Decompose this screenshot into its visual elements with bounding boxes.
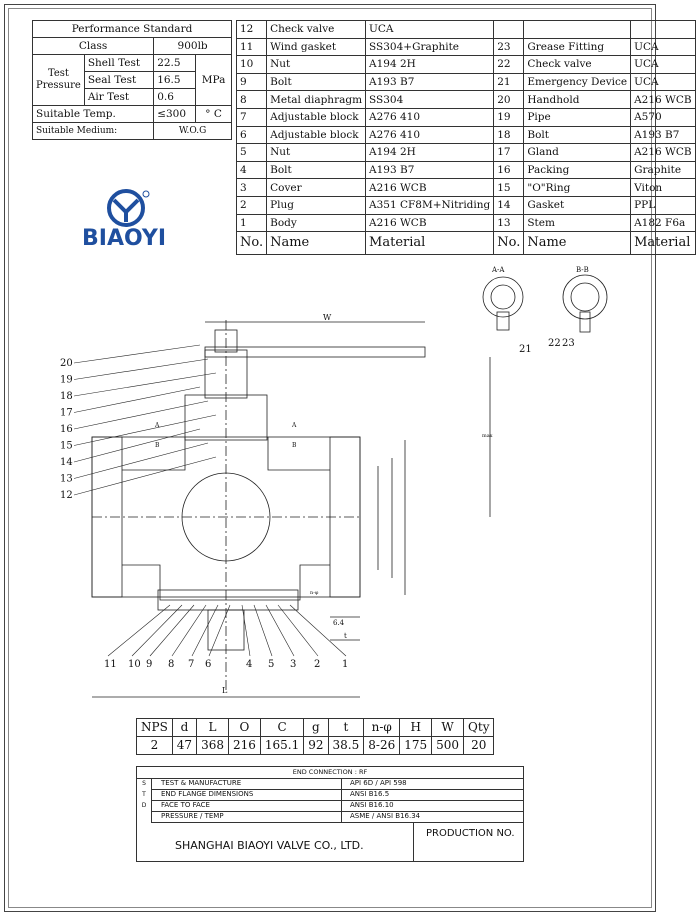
part-no: 9	[237, 73, 267, 91]
production-no-box	[413, 822, 524, 862]
callout-leader	[290, 605, 346, 656]
part-material: A193 B7	[366, 73, 494, 91]
part-name: Body	[267, 214, 366, 232]
end-connection-title: END CONNECTION : RF	[137, 767, 523, 779]
part-name: Bolt	[524, 126, 631, 144]
part-material: A182 F6a	[631, 214, 696, 232]
dim-header: t	[328, 719, 364, 737]
part-material: A216 WCB	[366, 179, 494, 197]
part-no: 7	[237, 108, 267, 126]
part-material: A193 B7	[631, 126, 696, 144]
header-no: No.	[237, 232, 267, 255]
part-no: 1	[237, 214, 267, 232]
class-value: 900lb	[154, 38, 232, 55]
seal-test-value: 16.5	[154, 72, 196, 89]
test-pressure-label: Test Pressure	[33, 55, 85, 106]
part-name: Gasket	[524, 196, 631, 214]
part-material: A570	[631, 108, 696, 126]
shell-test-value: 22.5	[154, 55, 196, 72]
part-material: Graphite	[631, 161, 696, 179]
dim-value: 2	[137, 737, 173, 755]
callout-bottom-7: 7	[188, 659, 195, 670]
part-material: Viton	[631, 179, 696, 197]
dim-header: NPS	[137, 719, 173, 737]
end-connection-value: ANSI B16.5	[341, 789, 389, 800]
section-mark-b-right: B	[292, 442, 297, 449]
callout-bottom-1: 1	[342, 659, 349, 670]
part-material: UCA	[631, 73, 696, 91]
air-test-label: Air Test	[84, 89, 153, 106]
dim-label-l: L	[222, 686, 228, 695]
callout-bottom-10: 10	[128, 659, 141, 670]
part-name: Plug	[267, 196, 366, 214]
seal-test-label: Seal Test	[84, 72, 153, 89]
dim-label-w: W	[323, 313, 332, 322]
part-no: 19	[494, 108, 524, 126]
dim-label-64: 6.4	[333, 619, 345, 627]
callout-left-14: 14	[60, 457, 73, 468]
shell-test-label: Shell Test	[84, 55, 153, 72]
part-material: A351 CF8M+Nitriding	[366, 196, 494, 214]
pressure-unit: MPa	[196, 55, 232, 106]
callout-left-20: 20	[60, 358, 73, 369]
temp-label: Suitable Temp.	[33, 106, 154, 123]
dim-header: L	[197, 719, 229, 737]
header-material: Material	[366, 232, 494, 255]
section-aa-device	[497, 312, 509, 330]
part-no: 14	[494, 196, 524, 214]
dimensions-table	[136, 718, 494, 755]
part-no: 16	[494, 161, 524, 179]
temp-value: ≤300	[154, 106, 196, 123]
header-no: No.	[494, 232, 524, 255]
end-connection-key: TEST & MANUFACTURE	[161, 779, 242, 787]
part-name: Metal diaphragm	[267, 91, 366, 109]
medium-value: W.O.G	[154, 123, 232, 140]
dim-value: 20	[464, 737, 494, 755]
callout-leader	[209, 605, 230, 656]
part-no: 4	[237, 161, 267, 179]
dim-value: 500	[432, 737, 464, 755]
temp-unit: ° C	[196, 106, 232, 123]
dim-header: W	[432, 719, 464, 737]
part-material: PPL	[631, 196, 696, 214]
callout-leader	[192, 605, 218, 656]
part-no: 11	[237, 38, 267, 56]
section-bb-callout-22: 22	[548, 338, 561, 349]
part-name: Wind gasket	[267, 38, 366, 56]
end-connection-box	[136, 766, 524, 862]
dim-header: O	[228, 719, 260, 737]
part-name: Stem	[524, 214, 631, 232]
part-material: A216 WCB	[631, 144, 696, 162]
callout-left-15: 15	[60, 440, 73, 452]
dim-label-t: t	[344, 632, 347, 640]
callout-left-18: 18	[60, 391, 73, 402]
part-material: A276 410	[366, 108, 494, 126]
callout-bottom-9: 9	[146, 659, 153, 670]
callout-left-17: 17	[60, 407, 73, 419]
part-no: 20	[494, 91, 524, 109]
section-mark-a-right: A	[292, 422, 297, 429]
dim-header: C	[260, 719, 303, 737]
header-material: Material	[631, 232, 696, 255]
company-name: SHANGHAI BIAOYI VALVE CO., LTD.	[175, 839, 364, 852]
dim-header: Qty	[464, 719, 494, 737]
part-no: 10	[237, 56, 267, 74]
part-material: A216 WCB	[631, 91, 696, 109]
dim-value: 38.5	[328, 737, 364, 755]
callout-leader	[74, 345, 200, 363]
part-name: Bolt	[267, 161, 366, 179]
section-aa-callout: 21	[519, 344, 532, 355]
dim-label-nphi: n-φ	[310, 590, 319, 596]
callout-leader	[74, 429, 200, 462]
part-name: Check valve	[267, 21, 366, 39]
dim-value: 175	[400, 737, 432, 755]
end-connection-key: END FLANGE DIMENSIONS	[161, 790, 254, 798]
dim-header: H	[400, 719, 432, 737]
callout-bottom-11: 11	[104, 659, 117, 670]
callout-leader	[172, 605, 206, 656]
dim-label-h: max	[482, 433, 493, 439]
part-name: Check valve	[524, 56, 631, 74]
part-name: Packing	[524, 161, 631, 179]
part-name: Cover	[267, 179, 366, 197]
section-mark-a-top: A	[155, 422, 160, 429]
medium-label: Suitable Medium:	[33, 123, 154, 140]
dim-value: 8-26	[364, 737, 400, 755]
production-no-label: PRODUCTION NO.	[426, 828, 515, 839]
handle	[205, 347, 425, 357]
section-bb-device	[580, 312, 590, 332]
part-material: UCA	[366, 21, 494, 39]
part-material: UCA	[631, 56, 696, 74]
section-mark-b-left: B	[155, 442, 160, 449]
end-connection-key: PRESSURE / TEMP	[161, 812, 224, 820]
part-no: 2	[237, 196, 267, 214]
class-label: Class	[33, 38, 154, 55]
callout-bottom-4: 4	[246, 659, 253, 670]
callout-left-19: 19	[60, 374, 73, 386]
part-name: Bolt	[267, 73, 366, 91]
dim-value: 368	[197, 737, 229, 755]
part-material: SS304+Graphite	[366, 38, 494, 56]
part-name: "O"Ring	[524, 179, 631, 197]
part-material: A194 2H	[366, 144, 494, 162]
callout-bottom-5: 5	[268, 659, 275, 670]
callout-leader	[266, 605, 294, 656]
part-material: SS304	[366, 91, 494, 109]
biaoyi-logo-text: BIAOYI	[82, 226, 167, 251]
part-material: A194 2H	[366, 56, 494, 74]
section-bb-inner	[571, 283, 599, 311]
dim-header: d	[172, 719, 196, 737]
dim-value: 92	[304, 737, 328, 755]
header-name: Name	[267, 232, 366, 255]
part-name: Adjustable block	[267, 126, 366, 144]
part-name: Handhold	[524, 91, 631, 109]
callout-leader	[74, 457, 216, 495]
callout-bottom-6: 6	[205, 659, 212, 670]
dim-value: 47	[172, 737, 196, 755]
callout-left-13: 13	[60, 473, 73, 485]
part-no: 12	[237, 21, 267, 39]
header-name: Name	[524, 232, 631, 255]
dim-header: n-φ	[364, 719, 400, 737]
part-name: Nut	[267, 56, 366, 74]
part-no: 17	[494, 144, 524, 162]
part-name: Pipe	[524, 108, 631, 126]
performance-title: Performance Standard	[33, 21, 232, 38]
part-no: 18	[494, 126, 524, 144]
part-no: 22	[494, 56, 524, 74]
end-connection-value: API 6D / API 598	[341, 778, 407, 789]
part-no: 5	[237, 144, 267, 162]
callout-leader	[242, 605, 250, 656]
part-no: 15	[494, 179, 524, 197]
part-name: Adjustable block	[267, 108, 366, 126]
callout-leader	[74, 359, 208, 380]
callout-leader	[254, 605, 272, 656]
callout-leader	[74, 443, 208, 479]
dim-value: 216	[228, 737, 260, 755]
part-name: Nut	[267, 144, 366, 162]
part-name: Emergency Device	[524, 73, 631, 91]
part-material: A193 B7	[366, 161, 494, 179]
part-no: 21	[494, 73, 524, 91]
callout-bottom-3: 3	[290, 659, 297, 670]
part-material: A276 410	[366, 126, 494, 144]
section-aa-circle	[483, 277, 523, 317]
part-name: Gland	[524, 144, 631, 162]
callout-leader	[74, 387, 200, 413]
callout-leader	[74, 401, 208, 429]
end-connection-key: FACE TO FACE	[161, 801, 210, 809]
dim-value: 165.1	[260, 737, 303, 755]
section-bb-label: B-B	[576, 266, 589, 274]
callout-leader	[132, 605, 182, 656]
end-connection-value: ASME / ANSI B16.34	[341, 811, 420, 822]
callout-leader	[108, 605, 170, 656]
callout-bottom-8: 8	[168, 659, 175, 670]
callout-bottom-2: 2	[314, 659, 321, 670]
part-material: UCA	[631, 38, 696, 56]
part-material: A216 WCB	[366, 214, 494, 232]
air-test-value: 0.6	[154, 89, 196, 106]
end-connection-value: ANSI B16.10	[341, 800, 394, 811]
section-aa-inner	[491, 285, 515, 309]
part-no: 23	[494, 38, 524, 56]
part-no: 6	[237, 126, 267, 144]
std-label: S T D	[137, 778, 152, 822]
section-bb-callout-23: 23	[562, 338, 575, 349]
part-no: 13	[494, 214, 524, 232]
section-aa-label: A-A	[492, 266, 505, 274]
callout-left-12: 12	[60, 490, 73, 501]
part-no: 8	[237, 91, 267, 109]
part-no: 3	[237, 179, 267, 197]
dim-header: g	[304, 719, 328, 737]
callout-left-16: 16	[60, 424, 73, 435]
part-name: Grease Fitting	[524, 38, 631, 56]
